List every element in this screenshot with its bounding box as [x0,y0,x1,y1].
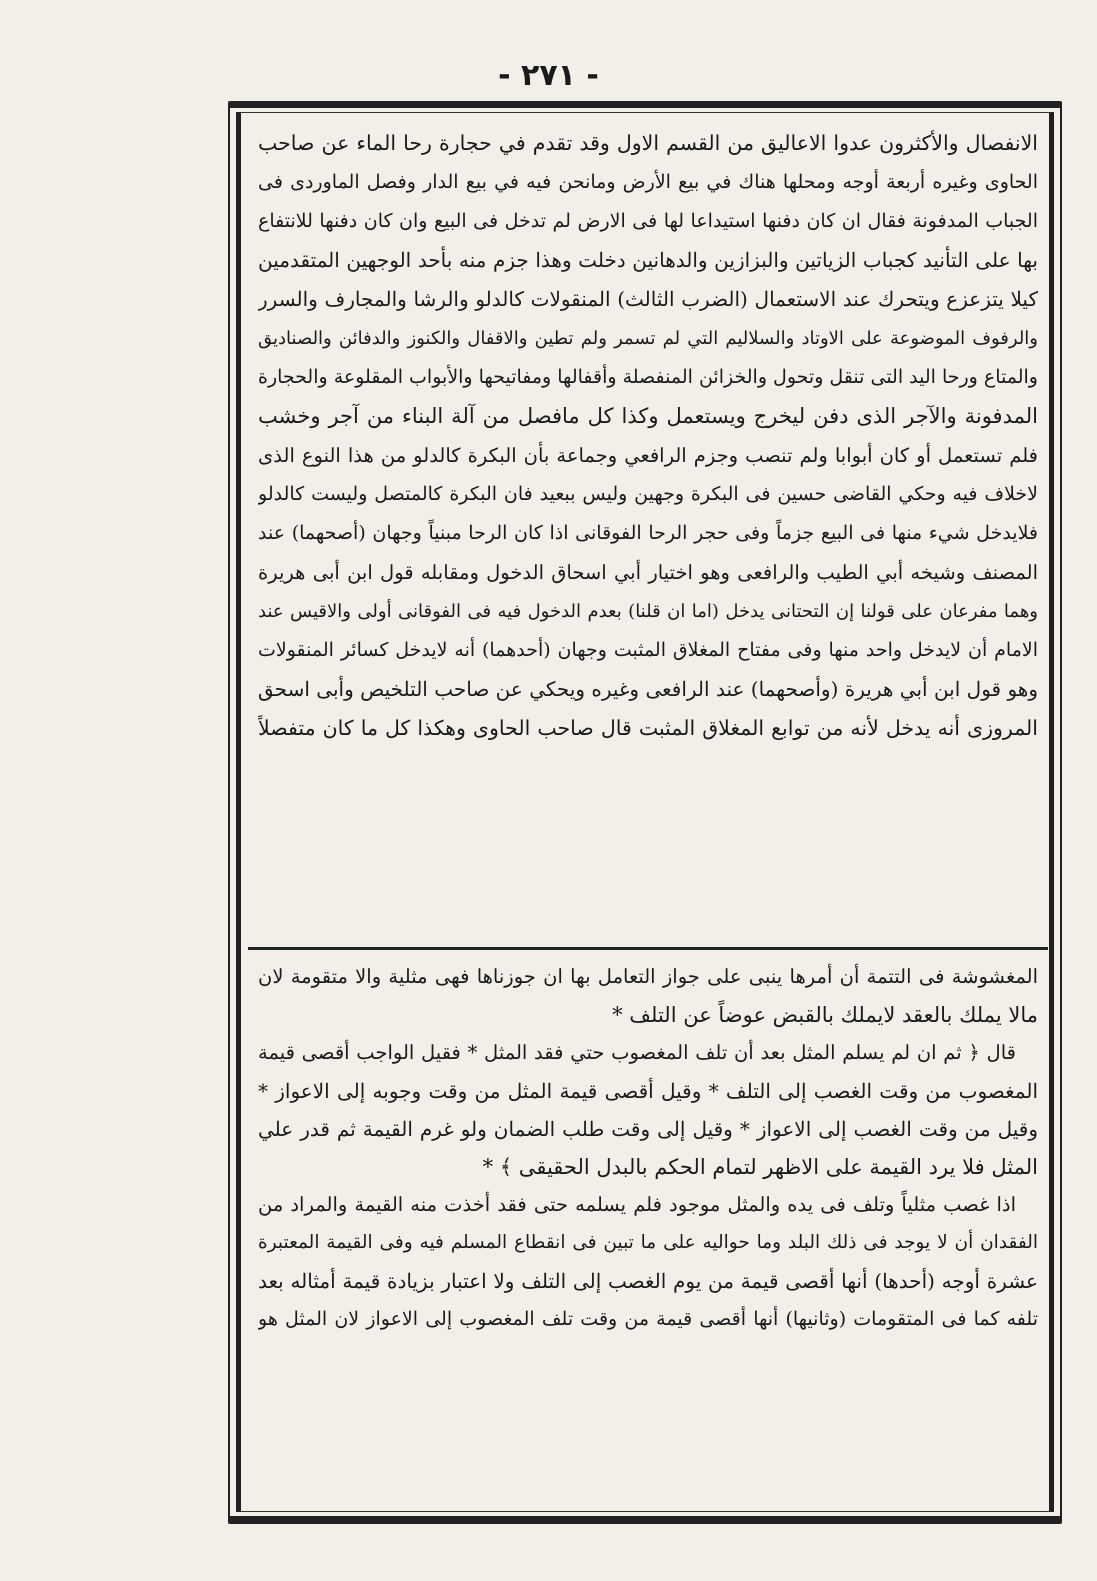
text-line: فلم تستعمل أو كان أبوابا ولم تنصب وجزم الرافعي وجماعة بأن البكرة كالدلو من هذا النوع الذى [258,444,1038,467]
text-line: الحاوى وغيره أربعة أوجه ومحلها هناك في بيع الأرض ومانحن فيه في بيع الدار وفصل الماوردى فى [258,171,1038,193]
text-line: قال ﴿ ثم ان لم يسلم المثل بعد أن تلف المغصوب حتي فقد المثل * فقيل الواجب أقصى قيمة [258,1041,1016,1064]
commentary-text [258,124,1038,748]
frame-bottom-rule [228,1516,1062,1524]
text-line: بها على التأنيد كجباب الزياتين والبزازين والدهانين دخلت وهذا جزم منه بأحد الوجهين المتقدمين [258,248,1038,272]
text-line: المثل فلا يرد القيمة على الاظهر لتمام الحكم بالبدل الحقيقى ﴾ * [482,1155,1038,1179]
text-line: المغصوب من وقت الغصب إلى التلف * وقيل أقصى قيمة المثل من وقت وجوبه إلى الاعواز * [258,1079,1038,1103]
main-text [258,958,1038,1338]
text-line: المغشوشة فى التتمة أن أمرها ينبى على جواز التعامل بها ان جوزناها فهى مثلية والا متقومة لان [258,965,1038,988]
text-line: وهما مفرعان على قولنا إن التحتانى يدخل (اما ان قلنا) بعدم الدخول فيه فى الفوقانى أولى والاقيس عند [258,601,1038,622]
text-line: المصنف وشيخه أبي الطيب والرافعى وهو اختيار أبي اسحاق الدخول ومقابله قول ابن أبى هريرة [258,561,1038,584]
text-line: الجباب المدفونة فقال ان كان دفنها استيداعا لها فى الارض لم تدخل فى البيع وان كان دفنها للانتفاع [258,210,1038,232]
text-line: مالا يملك بالعقد لايملك بالقبض عوضاً عن التلف * [612,1003,1038,1027]
section-divider [248,947,1048,950]
text-line: وهو قول ابن أبي هريرة (وأصحهما) عند الرافعى وغيره ويحكي عن صاحب التلخيص وأبى اسحق [258,677,1038,701]
text-line: والرفوف الموضوعة على الاوتاد والسلاليم التي لم تسمر ولم تطين والاقفال والكنوز والدفائن والصناديق [258,328,1038,349]
frame-right-rule [1049,112,1054,1512]
page-number: - ٢٧١ - [498,58,599,93]
frame-left-rule [236,112,241,1512]
text-line: وقيل من وقت الغصب إلى الاعواز * وقيل إلى وقت طلب الضمان ولو غرم القيمة ثم قدر علي [258,1117,1038,1141]
text-line: تلفه كما فى المتقومات (وثانيها) أنها أقصى قيمة من وقت تلف المغصوب إلى الاعواز لان المثل هو [258,1308,1038,1330]
text-line: عشرة أوجه (أحدها) أنها أقصى قيمة من يوم الغصب إلى التلف ولا اعتبار بزيادة قيمة أمثاله بعد [258,1269,1038,1293]
text-line: كيلا يتزعزع ويتحرك عند الاستعمال (الضرب الثالث) المنقولات كالدلو والرشا والمجارف والسرر [258,287,1038,311]
text-line: الانفصال والأكثرون عدوا الاعاليق من القسم الاول وقد تقدم في حجارة رحا الماء عن صاحب [258,131,1038,155]
text-line: اذا غصب مثلياً وتلف فى يده والمثل موجود فلم يسلمه حتى فقد أخذت منه القيمة والمراد من [258,1193,1016,1216]
text-line: المروزى أنه يدخل لأنه من توابع المغلاق المثبت قال صاحب الحاوى وهكذا كل ما كان متفصلاً [258,716,1038,740]
text-line: الفقدان أن لا يوجد فى ذلك البلد وما حواليه على ما تبين فى انقطاع المسلم فيه وفى القيمة المعتبرة [258,1232,1038,1253]
text-line: فلايدخل شيء منها فى البيع جزماً وفى حجر الرحا الفوقانى اذا كان الرحا مبنياً وجهان (أصحهما) عند [258,522,1038,544]
text-line: المدفونة والآجر الذى دفن ليخرج ويستعمل وكذا كل مافصل من آلة البناء من آجر وخشب [258,404,1038,428]
text-line: والمتاع ورحا اليد التى تنقل وتحول والخزائن المنفصلة وأقفالها ومفاتيحها والأبواب المقلوعة والحجارة [258,366,1038,388]
text-line: الامام أن لايدخل واحد منها وفى مفتاح المغلاق المثبت وجهان (أحدهما) أنه لايدخل كسائر المنقولات [258,639,1038,661]
text-line: لاخلاف فيه وحكي القاضى حسين فى البكرة وجهين وليس ببعيد فان البكرة كالمتصل وليست كالدلو [258,483,1038,505]
